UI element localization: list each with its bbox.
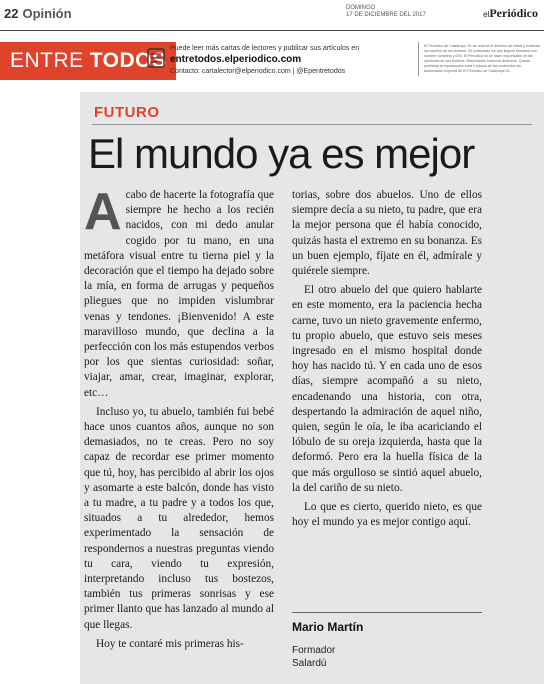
kicker-rule: [92, 124, 532, 125]
article-column-left: [84, 183, 274, 656]
article-kicker: FUTURO: [94, 104, 160, 121]
mail-icon: [147, 48, 165, 68]
date: 17 DE DICIEMBRE DEL 2017: [346, 12, 426, 18]
author-role: Formador: [292, 645, 336, 656]
author-city: Salardú: [292, 658, 327, 669]
section-intro: Puede leer más cartas de lectores y publicar sus artículos en: [170, 45, 360, 52]
author-info: [292, 644, 335, 670]
section-header: [0, 42, 544, 80]
paragraph: [84, 183, 274, 401]
section-name: Opinión: [22, 6, 72, 21]
issue-date: [346, 5, 426, 19]
page-number-value: 22: [4, 6, 19, 21]
article: [80, 92, 544, 684]
paragraph: torias, sobre dos abuelos. Uno de ellos siempre decía a su nieto, tu padre, que era la mejor persona que él había conocido, quizás hasta el extremo en su bonanza. Es un buen ejemplo, fíjate en él, admírale y quiérele siempre.: [292, 189, 482, 278]
section-site-link[interactable]: entretodos.elperiodico.com: [170, 54, 302, 65]
article-headline: El mundo ya es mejor: [88, 130, 475, 177]
paragraph: Incluso yo, tu abuelo, también fui bebé hace unos cuantos años, aunque no son demasiados, no te creas. Pero no soy capaz de recordar ese primer momento que tú, hoy, has percibido al abrir los ojos y asomarte a este balcón, donde has visto a tu madre, a tu padre y a todos los que, situados a tu alrededor, hemos experimentado la sensación de respondernos a nuestras preguntas viendo tu cara, viendo tu expresión, interpretando incluso tus bostezos, también tus primeras sonrisas y ese primer llanto que has lanzado al mundo al que llegas.: [84, 405, 274, 631]
weekday: DOMINGO: [346, 5, 376, 11]
article-column-right: [292, 188, 482, 534]
logo-prefix: el: [483, 10, 490, 19]
paragraph-text: cabo de hacerte la fotografía que siempre he hecho a los recién nacidos, con mi dedo anular cogido por tu mano, en una metáfora visual entre tu tierna piel y la decoración que el tiempo ha dejado sobre la mía, en forma de arrugas y pequeños pliegues que no impiden vislumbrar venas y tendones. ¡Bienvenido! A este maravilloso mundo, que declina a la perfección con los más estupendos verbos por los que sientas curiosidad: soñar, viajar, amar, crear, imaginar, explorar, etc…: [84, 189, 274, 399]
page-number: [4, 6, 72, 21]
section-contact: Contacto: cartalector@elperiodico.com | @Epentretodos: [170, 68, 346, 75]
drop-cap: A: [84, 183, 122, 241]
logo-name: Periódico: [489, 6, 538, 20]
paragraph: El otro abuelo del que quiero hablarte en este momento, era la paciencia hecha carne, tuvo un nieto gravemente enfermo, tu propio abuelo, que estuvo seis meses ingresado en el mismo hospital donde hoy has nacido tú. Y en cada uno de esos días, siempre acompañó a su nieto, encadenando una historia, con otra, despertando la admiración de aquel niño, quien, según le oía, le iba acariciando el lóbulo de su oreja izquierda, hasta que la deformó. Pero era la huella física de la que más orgulloso se sintió aquel abuelo, la del cariño de su nieto.: [292, 284, 482, 494]
header-divider: [418, 42, 419, 76]
author-name: Mario Martín: [292, 620, 364, 634]
paragraph: Hoy te contaré mis primeras his-: [96, 637, 244, 650]
section-title-part1: ENTRE: [10, 49, 84, 72]
paragraph: Lo que es cierto, querido nieto, es que hoy el mundo ya es mejor contigo aquí.: [292, 501, 482, 529]
legal-notice: El Periódico de Catalunya, SL se reserva el derecho de editar y extractar los escritos de los lectores. Se publicarán los que lleguen firmados con nombre completo y DNI. El Periódico no se hace responsable de las opiniones de sus lectores. Reservados todos los derechos. Queda prohibida la reproducción total o parcial de los contenidos sin autorización expresa de El Periódico de Catalunya SL.: [424, 44, 540, 73]
section-title-part2: TODOS: [89, 49, 167, 72]
byline-rule: [292, 612, 482, 613]
masthead: [0, 0, 544, 31]
newspaper-logo: [483, 6, 538, 21]
